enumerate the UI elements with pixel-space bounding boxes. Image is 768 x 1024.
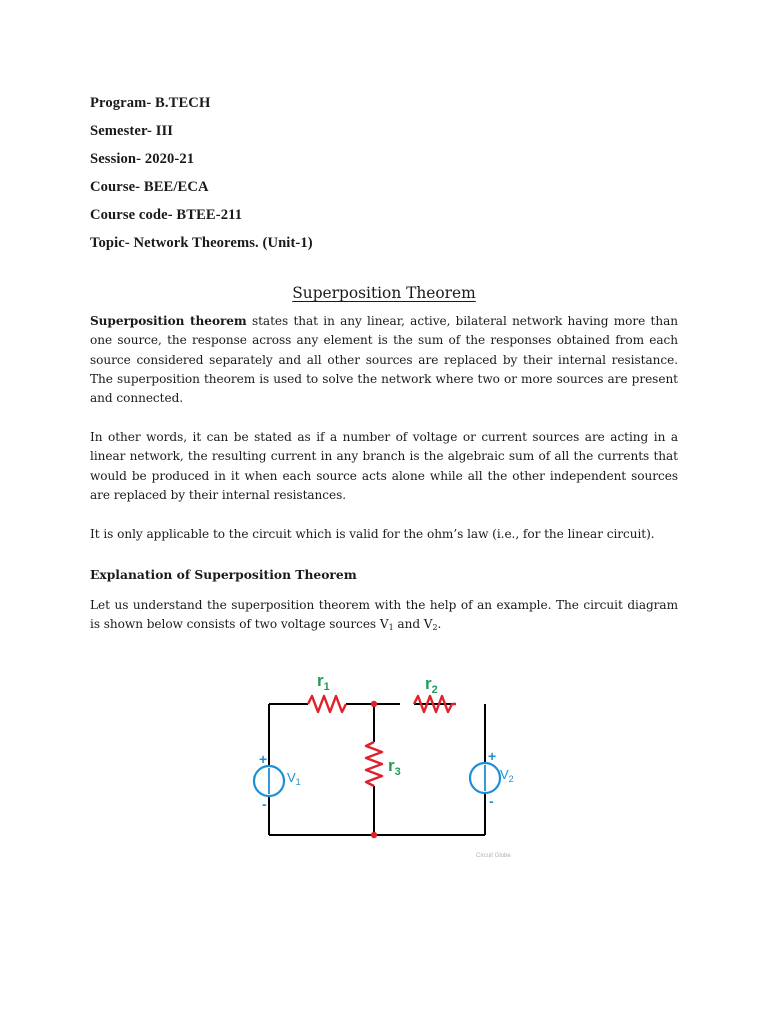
label-r2: $r_2$: [425, 674, 438, 696]
voltage-source-v1: [254, 766, 284, 796]
label-r1: $r_1$: [317, 671, 330, 693]
meta-topic: Topic- Network Theorems. (Unit-1): [90, 235, 313, 251]
circuit-wires: [269, 704, 485, 835]
watermark: Circuit Globe: [476, 853, 511, 859]
label-r3: $r_3$: [388, 756, 401, 778]
resistor-r3: [366, 742, 382, 786]
paragraph-applicability: It is only applicable to the circuit which is valid for the ohm’s law (i.e., for the linear circuit).: [90, 527, 655, 541]
node-bottom: [371, 832, 377, 838]
minus-v1: -: [262, 796, 267, 812]
paragraph-definition: [90, 312, 678, 408]
paragraph-example: Let us understand the superposition theorem with the help of an example. The circuit diagram is shown below consists of two voltage sources $V_1$ and $V_2$.: [90, 598, 678, 633]
minus-v2: -: [489, 793, 494, 809]
page-title: Superposition Theorem: [292, 284, 476, 302]
meta-program: Program- B.TECH: [90, 95, 211, 111]
meta-course: Course- BEE/ECA: [90, 179, 209, 195]
meta-session: Session- 2020-21: [90, 151, 195, 167]
definition-text: states that in any linear, active, bilateral network having more than one source, the response across any element is the sum of the responses obtained from each source considered separately and all other sources are replaced by their internal resistance. The superposition theorem is used to solve the network where two or more sources are present and connected.: [90, 314, 678, 406]
voltage-source-v2: [470, 763, 500, 793]
plus-v2: +: [488, 748, 497, 764]
plus-v1: +: [259, 751, 268, 767]
circuit-diagram: [250, 662, 530, 862]
definition-term: Superposition theorem: [90, 314, 247, 328]
node-top: [371, 701, 377, 707]
paragraph-other-words: In other words, it can be stated as if a number of voltage or current sources are acting in a linear network, the resulting current in any branch is the algebraic sum of all the currents that would be produced in it when each source acts alone while all the other independent sources are replaced by their internal resistances.: [90, 430, 678, 502]
resistor-r1: [308, 696, 346, 712]
label-v2: $V_2$: [500, 767, 514, 784]
meta-semester: Semester- III: [90, 123, 174, 139]
section-heading: Explanation of Superposition Theorem: [90, 567, 357, 582]
meta-course-code: Course code- BTEE-211: [90, 207, 243, 223]
label-v1: $V_1$: [287, 770, 301, 787]
